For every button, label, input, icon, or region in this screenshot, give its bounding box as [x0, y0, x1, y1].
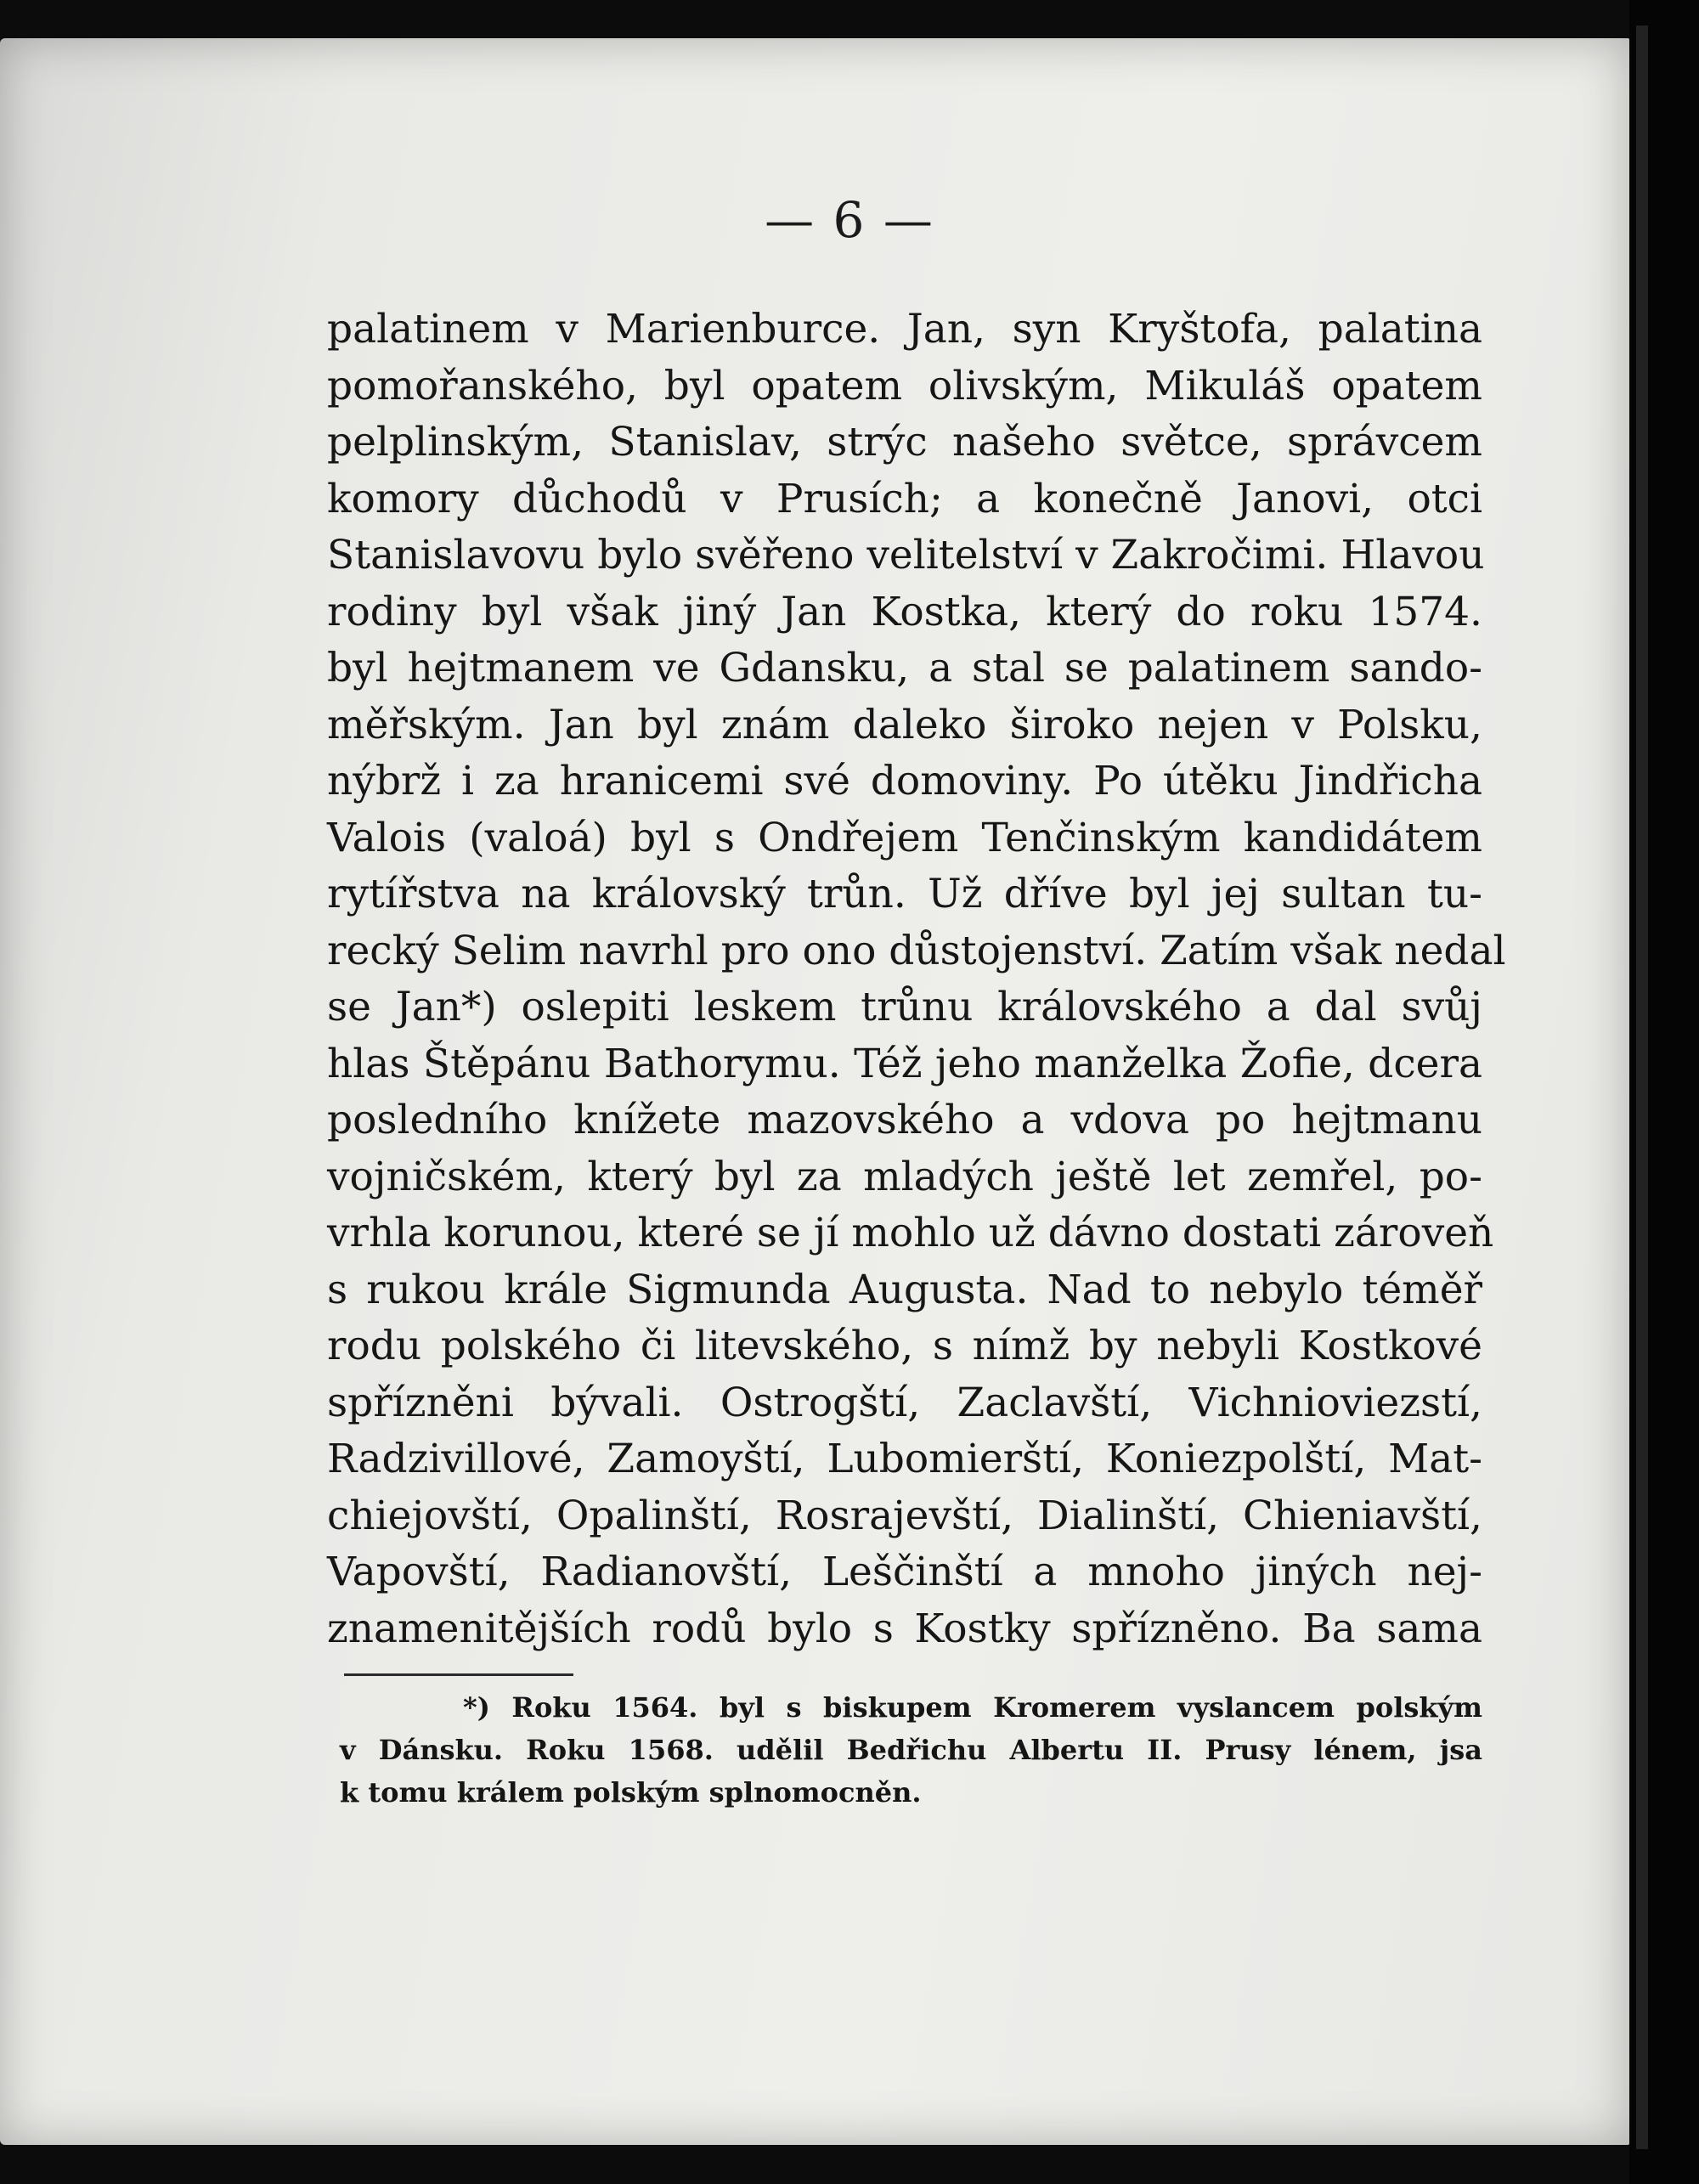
body-text	[327, 302, 1506, 1657]
text-line: Stanislavovu bylo svěřeno velitelství v Zakročimi. Hlavou	[327, 532, 1485, 578]
text-line: měřským. Jan byl znám daleko široko nejen v Polsku,	[327, 701, 1482, 748]
text-line: vojničském, který byl za mladých ještě let zemřel, po-	[327, 1153, 1482, 1200]
text-line: nýbrž i za hranicemi své domoviny. Po útěku Jindřicha	[327, 758, 1482, 804]
footnote-divider	[344, 1673, 573, 1676]
footnote-line: v Dánsku. Roku 1568. udělil Bedřichu Albertu II. Prusy lénem, jsa	[340, 1734, 1482, 1766]
text-line: byl hejtmanem ve Gdansku, a stal se palatinem sando-	[327, 645, 1482, 691]
text-line: rytířstva na královský trůn. Už dříve byl jej sultan tu-	[327, 871, 1482, 917]
text-line: chiejovští, Opalinští, Rosrajevští, Dialinští, Chieniavští,	[327, 1492, 1482, 1539]
text-line: Valois (valoá) byl s Ondřejem Tenčinským kandidátem	[327, 814, 1482, 861]
text-line: vrhla korunou, které se jí mohlo už dávno dostati zároveň	[327, 1210, 1494, 1256]
text-line: recký Selim navrhl pro ono důstojenství. Zatím však nedal	[327, 927, 1506, 974]
text-line: se Jan*) oslepiti leskem trůnu královského a dal svůj	[327, 984, 1482, 1030]
text-line: rodiny byl však jiný Jan Kostka, který do roku 1574.	[327, 588, 1482, 635]
text-line: pomořanského, byl opatem olivským, Mikuláš opatem	[327, 362, 1482, 409]
binding-strip	[1636, 25, 1648, 2149]
text-line: znamenitějších rodů bylo s Kostky spřízněno. Ba sama	[327, 1605, 1482, 1652]
text-line: spřízněni bývali. Ostrogští, Zaclavští, Vichnioviezstí,	[327, 1379, 1482, 1426]
text-line: rodu polského či litevského, s nímž by nebyli Kostkové	[327, 1323, 1482, 1369]
text-line: Radzivillové, Zamoyští, Lubomierští, Koniezpolští, Mat-	[327, 1436, 1482, 1482]
page-edge-shadow	[1629, 0, 1699, 2184]
page-number: — 6 —	[765, 191, 934, 249]
text-line: posledního knížete mazovského a vdova po hejtmanu	[327, 1097, 1482, 1143]
text-line: pelplinským, Stanislav, strýc našeho světce, správcem	[327, 419, 1482, 466]
text-line: s rukou krále Sigmunda Augusta. Nad to nebylo téměř	[327, 1266, 1482, 1313]
text-line: hlas Štěpánu Bathorymu. Též jeho manželka Žofie, dcera	[327, 1040, 1482, 1087]
footnote-line: *) Roku 1564. byl s biskupem Kromerem vyslancem polským	[463, 1691, 1482, 1724]
footnote-line: k tomu králem polským splnomocněn.	[340, 1776, 922, 1809]
text-line: palatinem v Marienburce. Jan, syn Kryštofa, palatina	[327, 306, 1482, 353]
text-line: komory důchodů v Prusích; a konečně Janovi, otci	[327, 475, 1482, 522]
footnote	[340, 1686, 1482, 1814]
text-line: Vapovští, Radianovští, Leščinští a mnoho jiných nej-	[327, 1549, 1482, 1595]
